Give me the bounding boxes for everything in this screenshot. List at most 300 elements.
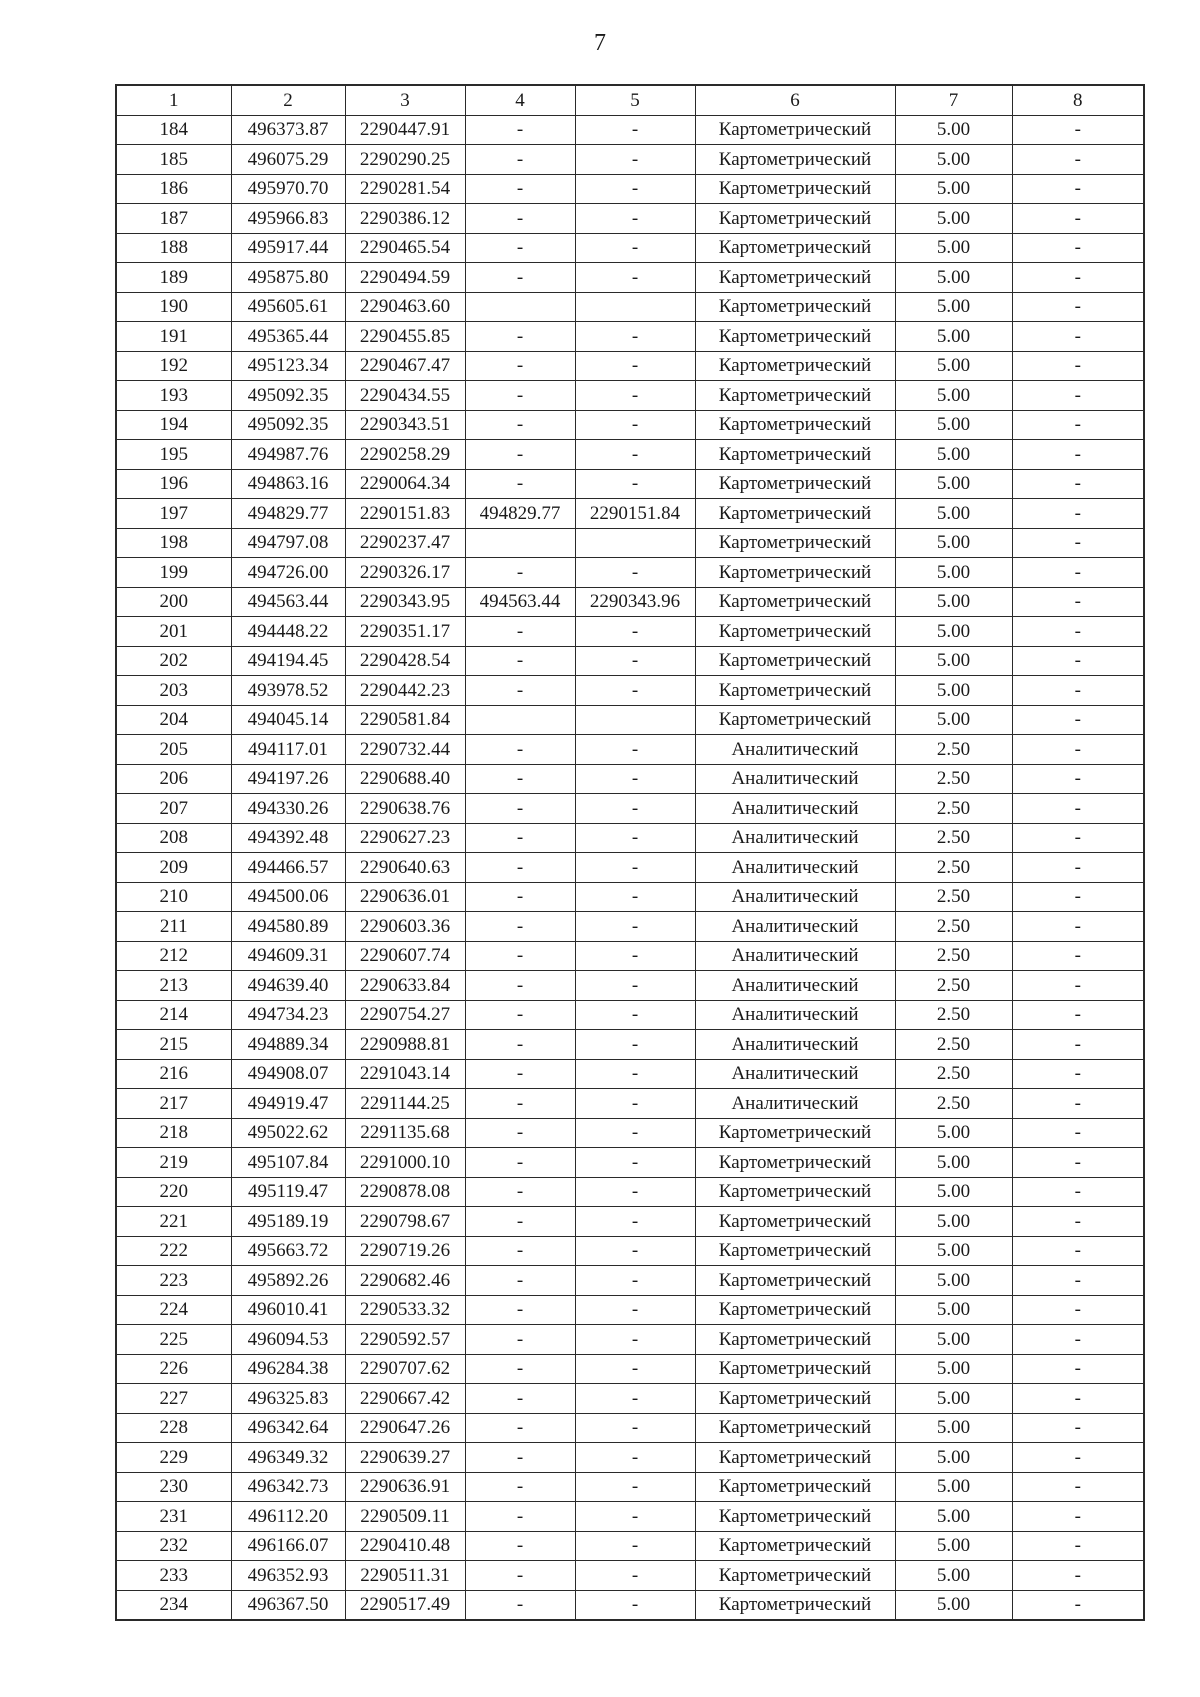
table-cell: - (465, 676, 575, 706)
column-header: 5 (575, 85, 695, 115)
table-cell: Картометрический (695, 499, 895, 529)
table-cell: - (465, 1118, 575, 1148)
table-cell: 5.00 (895, 1502, 1012, 1532)
table-cell: - (1012, 469, 1144, 499)
table-row (116, 233, 1144, 263)
table-cell: - (465, 1030, 575, 1060)
table-row (116, 263, 1144, 293)
table-cell: 2290258.29 (345, 440, 465, 470)
table-cell: 2290633.84 (345, 971, 465, 1001)
table-row (116, 528, 1144, 558)
table-cell: 215 (116, 1030, 231, 1060)
table-cell: Аналитический (695, 794, 895, 824)
table-cell: Картометрический (695, 1118, 895, 1148)
table-cell: 2.50 (895, 1000, 1012, 1030)
table-cell: 494726.00 (231, 558, 345, 588)
table-cell: 494889.34 (231, 1030, 345, 1060)
table-cell: 225 (116, 1325, 231, 1355)
table-cell: - (1012, 351, 1144, 381)
table-cell: 5.00 (895, 1384, 1012, 1414)
table-cell: 494639.40 (231, 971, 345, 1001)
table-cell: 184 (116, 115, 231, 145)
table-cell: - (465, 469, 575, 499)
table-cell: - (465, 1413, 575, 1443)
table-cell: - (1012, 1236, 1144, 1266)
table-cell: 204 (116, 705, 231, 735)
table-cell: 2290639.27 (345, 1443, 465, 1473)
table-row (116, 145, 1144, 175)
column-header: 1 (116, 85, 231, 115)
table-cell: 206 (116, 764, 231, 794)
table-cell: 217 (116, 1089, 231, 1119)
table-cell: - (1012, 1177, 1144, 1207)
table-cell: - (465, 1354, 575, 1384)
table-cell: 496342.73 (231, 1472, 345, 1502)
table-cell: - (575, 1236, 695, 1266)
table-cell: 495119.47 (231, 1177, 345, 1207)
table-cell: 495917.44 (231, 233, 345, 263)
table-cell: - (575, 1502, 695, 1532)
table-cell: Картометрический (695, 1531, 895, 1561)
table-cell: 494563.44 (231, 587, 345, 617)
table-cell: - (1012, 912, 1144, 942)
table-cell: 2290151.83 (345, 499, 465, 529)
table-cell: - (1012, 1472, 1144, 1502)
table-cell: Картометрический (695, 351, 895, 381)
table-cell: - (1012, 115, 1144, 145)
table-cell: 208 (116, 823, 231, 853)
table-cell: 2290465.54 (345, 233, 465, 263)
table-cell: - (465, 1502, 575, 1532)
table-cell: - (575, 322, 695, 352)
table-cell: 187 (116, 204, 231, 234)
table-cell: 5.00 (895, 558, 1012, 588)
table-cell: - (465, 1000, 575, 1030)
table-cell: - (1012, 853, 1144, 883)
table-cell: Аналитический (695, 912, 895, 942)
table-cell: - (465, 1325, 575, 1355)
table-cell: - (1012, 233, 1144, 263)
table-cell: - (575, 1118, 695, 1148)
table-cell: 197 (116, 499, 231, 529)
table-cell: - (575, 1030, 695, 1060)
table-cell: - (1012, 587, 1144, 617)
table-cell: - (465, 1384, 575, 1414)
table-cell: - (465, 794, 575, 824)
table-cell: 496349.32 (231, 1443, 345, 1473)
table-cell: - (1012, 1207, 1144, 1237)
table-cell: 228 (116, 1413, 231, 1443)
table-cell: - (1012, 322, 1144, 352)
table-cell: - (575, 381, 695, 411)
table-cell: 5.00 (895, 351, 1012, 381)
table-row (116, 1266, 1144, 1296)
table-cell: - (575, 145, 695, 175)
table-cell: - (465, 882, 575, 912)
table-cell: - (575, 410, 695, 440)
table-cell: 5.00 (895, 1443, 1012, 1473)
table-cell: - (1012, 1590, 1144, 1620)
table-cell: 5.00 (895, 174, 1012, 204)
table-cell: Картометрический (695, 204, 895, 234)
table-cell: - (465, 971, 575, 1001)
column-header: 3 (345, 85, 465, 115)
table-cell: 2290533.32 (345, 1295, 465, 1325)
table-cell: Картометрический (695, 1384, 895, 1414)
table-cell: 2290343.95 (345, 587, 465, 617)
table-cell: - (1012, 1502, 1144, 1532)
table-cell: Картометрический (695, 440, 895, 470)
table-cell: - (575, 440, 695, 470)
table-cell: 196 (116, 469, 231, 499)
table-cell (465, 292, 575, 322)
table-cell: 191 (116, 322, 231, 352)
table-cell: 5.00 (895, 263, 1012, 293)
table-cell: 495092.35 (231, 410, 345, 440)
table-cell: - (465, 233, 575, 263)
table-cell: 494797.08 (231, 528, 345, 558)
table-cell: - (1012, 145, 1144, 175)
table-cell: 2290494.59 (345, 263, 465, 293)
table-row (116, 351, 1144, 381)
table-row (116, 705, 1144, 735)
table-cell: 494908.07 (231, 1059, 345, 1089)
table-cell: Картометрический (695, 558, 895, 588)
table-cell: Картометрический (695, 1413, 895, 1443)
table-cell: - (465, 1059, 575, 1089)
table-cell: - (1012, 440, 1144, 470)
table-cell: - (575, 794, 695, 824)
table-cell: Аналитический (695, 941, 895, 971)
table-row (116, 617, 1144, 647)
table-cell (465, 705, 575, 735)
table-cell: 231 (116, 1502, 231, 1532)
table-cell: 2.50 (895, 882, 1012, 912)
table-cell: 2290732.44 (345, 735, 465, 765)
table-cell: Картометрический (695, 1266, 895, 1296)
table-cell: 494919.47 (231, 1089, 345, 1119)
table-cell (575, 705, 695, 735)
table-cell: 2290281.54 (345, 174, 465, 204)
table-cell: Аналитический (695, 1059, 895, 1089)
table-cell: 2290351.17 (345, 617, 465, 647)
table-cell: 2290707.62 (345, 1354, 465, 1384)
table-cell: - (1012, 1148, 1144, 1178)
table-cell: 226 (116, 1354, 231, 1384)
table-cell: 2290647.26 (345, 1413, 465, 1443)
table-cell: - (1012, 735, 1144, 765)
table-cell: 2.50 (895, 1089, 1012, 1119)
table-cell: Картометрический (695, 1354, 895, 1384)
table-cell: - (1012, 558, 1144, 588)
table-cell: 2290988.81 (345, 1030, 465, 1060)
table-cell: - (575, 174, 695, 204)
table-cell: Картометрический (695, 145, 895, 175)
table-row (116, 174, 1144, 204)
table-cell: Картометрический (695, 1177, 895, 1207)
table-cell: 2290151.84 (575, 499, 695, 529)
table-cell: - (575, 1325, 695, 1355)
table-cell: 2290326.17 (345, 558, 465, 588)
table-cell: Картометрический (695, 528, 895, 558)
table-cell: 494330.26 (231, 794, 345, 824)
table-cell: - (575, 882, 695, 912)
table-cell: - (1012, 1030, 1144, 1060)
table-cell: 5.00 (895, 617, 1012, 647)
table-cell: 2290798.67 (345, 1207, 465, 1237)
table-row (116, 941, 1144, 971)
table-cell: 199 (116, 558, 231, 588)
column-header: 4 (465, 85, 575, 115)
table-cell: Картометрический (695, 1148, 895, 1178)
table-cell: 194 (116, 410, 231, 440)
table-row (116, 1000, 1144, 1030)
table-cell: - (1012, 705, 1144, 735)
table-row (116, 912, 1144, 942)
table-cell: - (1012, 617, 1144, 647)
table-row (116, 1148, 1144, 1178)
table-row (116, 1413, 1144, 1443)
table-cell: 2.50 (895, 853, 1012, 883)
table-cell: 5.00 (895, 1354, 1012, 1384)
table-cell: Картометрический (695, 705, 895, 735)
table-cell: 232 (116, 1531, 231, 1561)
table-cell: Картометрический (695, 410, 895, 440)
table-cell: - (575, 912, 695, 942)
table-cell: - (575, 1207, 695, 1237)
table-cell: - (465, 941, 575, 971)
table-cell: 2290640.63 (345, 853, 465, 883)
table-cell: - (1012, 1384, 1144, 1414)
table-row (116, 381, 1144, 411)
table-cell: - (465, 174, 575, 204)
table-cell: - (465, 853, 575, 883)
table-cell: 214 (116, 1000, 231, 1030)
table-row (116, 292, 1144, 322)
table-cell: 494392.48 (231, 823, 345, 853)
table-cell: - (575, 676, 695, 706)
table-cell: 218 (116, 1118, 231, 1148)
column-header: 6 (695, 85, 895, 115)
table-cell: 212 (116, 941, 231, 971)
table-cell: 224 (116, 1295, 231, 1325)
table-cell: 494466.57 (231, 853, 345, 883)
table-cell: 5.00 (895, 1590, 1012, 1620)
table-cell: 495189.19 (231, 1207, 345, 1237)
table-cell: - (1012, 1561, 1144, 1591)
table-cell: 211 (116, 912, 231, 942)
table-cell: - (575, 1590, 695, 1620)
table-row (116, 1177, 1144, 1207)
table-row (116, 558, 1144, 588)
table-cell: 495365.44 (231, 322, 345, 352)
table-cell: 2.50 (895, 823, 1012, 853)
table-cell: 2.50 (895, 941, 1012, 971)
table-cell: 494045.14 (231, 705, 345, 735)
table-cell: - (575, 1561, 695, 1591)
table-cell: 2290878.08 (345, 1177, 465, 1207)
table-cell: Картометрический (695, 1325, 895, 1355)
table-cell: Аналитический (695, 764, 895, 794)
table-cell: 2290428.54 (345, 646, 465, 676)
table-cell: - (465, 115, 575, 145)
table-row (116, 1590, 1144, 1620)
table-cell: - (465, 912, 575, 942)
table-row (116, 322, 1144, 352)
table-cell: - (575, 1266, 695, 1296)
table-cell: 495970.70 (231, 174, 345, 204)
table-cell: - (575, 1059, 695, 1089)
table-cell: 496342.64 (231, 1413, 345, 1443)
table-cell: Аналитический (695, 971, 895, 1001)
table-cell: 188 (116, 233, 231, 263)
table-cell: 213 (116, 971, 231, 1001)
table-cell: 494117.01 (231, 735, 345, 765)
table-row (116, 823, 1144, 853)
table-cell: - (465, 1089, 575, 1119)
table-cell: 5.00 (895, 1295, 1012, 1325)
table-cell: - (1012, 1354, 1144, 1384)
table-cell: Картометрический (695, 115, 895, 145)
table-cell: 2290754.27 (345, 1000, 465, 1030)
table-cell: 5.00 (895, 1118, 1012, 1148)
table-cell: - (1012, 1266, 1144, 1296)
table-row (116, 587, 1144, 617)
table-cell: 2290290.25 (345, 145, 465, 175)
table-cell: 198 (116, 528, 231, 558)
table-cell: - (575, 764, 695, 794)
table-cell: 495875.80 (231, 263, 345, 293)
table-row (116, 1561, 1144, 1591)
coordinates-table (115, 84, 1145, 1621)
table-row (116, 794, 1144, 824)
table-cell: Аналитический (695, 1030, 895, 1060)
table-cell: - (465, 735, 575, 765)
table-cell: - (1012, 1443, 1144, 1473)
table-cell: 2290667.42 (345, 1384, 465, 1414)
table-cell (465, 528, 575, 558)
table-cell: 2291000.10 (345, 1148, 465, 1178)
table-cell: 494609.31 (231, 941, 345, 971)
page-number: 7 (594, 30, 606, 56)
table-cell: Картометрический (695, 263, 895, 293)
table-row (116, 1089, 1144, 1119)
table-cell: Картометрический (695, 1472, 895, 1502)
table-cell: - (465, 558, 575, 588)
table-cell: - (1012, 1295, 1144, 1325)
table-cell: 496010.41 (231, 1295, 345, 1325)
table-row (116, 1059, 1144, 1089)
table-cell: - (575, 1531, 695, 1561)
table-cell: - (465, 1177, 575, 1207)
table-cell: Картометрический (695, 174, 895, 204)
column-header: 7 (895, 85, 1012, 115)
table-cell: 186 (116, 174, 231, 204)
table-cell: 494863.16 (231, 469, 345, 499)
table-cell: - (1012, 1413, 1144, 1443)
table-cell: 5.00 (895, 233, 1012, 263)
table-cell: - (575, 1000, 695, 1030)
table-cell: 496325.83 (231, 1384, 345, 1414)
table-cell: 494580.89 (231, 912, 345, 942)
table-header-row (116, 85, 1144, 115)
table-cell: Картометрический (695, 617, 895, 647)
table-cell: 234 (116, 1590, 231, 1620)
table-cell: Картометрический (695, 469, 895, 499)
table-cell: - (575, 1472, 695, 1502)
table-cell: - (575, 941, 695, 971)
table-cell: Картометрический (695, 587, 895, 617)
table-cell: 221 (116, 1207, 231, 1237)
table-cell: - (1012, 941, 1144, 971)
table-cell: - (575, 853, 695, 883)
table-cell: 216 (116, 1059, 231, 1089)
table-cell: - (1012, 971, 1144, 1001)
table-cell: 495022.62 (231, 1118, 345, 1148)
table-cell: Картометрический (695, 381, 895, 411)
table-row (116, 410, 1144, 440)
table-cell: - (1012, 1089, 1144, 1119)
table-row (116, 204, 1144, 234)
table-cell: Картометрический (695, 292, 895, 322)
table-cell: 2290638.76 (345, 794, 465, 824)
table-cell: 2290581.84 (345, 705, 465, 735)
table-cell: 2290434.55 (345, 381, 465, 411)
table-cell: Аналитический (695, 735, 895, 765)
table-cell: - (465, 440, 575, 470)
table-cell: - (1012, 676, 1144, 706)
table-cell (575, 528, 695, 558)
table-cell: 496373.87 (231, 115, 345, 145)
table-cell: 5.00 (895, 1148, 1012, 1178)
table-cell: 2291144.25 (345, 1089, 465, 1119)
table-cell: - (465, 145, 575, 175)
table-cell: 5.00 (895, 410, 1012, 440)
table-cell: 2290511.31 (345, 1561, 465, 1591)
table-cell: 494197.26 (231, 764, 345, 794)
table-cell: Аналитический (695, 853, 895, 883)
table-cell: - (465, 1561, 575, 1591)
table-cell: 2290455.85 (345, 322, 465, 352)
table-row (116, 676, 1144, 706)
table-cell: - (1012, 823, 1144, 853)
table-cell: Картометрический (695, 1207, 895, 1237)
table-cell: 5.00 (895, 204, 1012, 234)
table-cell: 5.00 (895, 528, 1012, 558)
table-cell: 2290517.49 (345, 1590, 465, 1620)
table-cell: - (465, 1148, 575, 1178)
table-cell: - (575, 617, 695, 647)
table-cell: 233 (116, 1561, 231, 1591)
table-cell: - (575, 823, 695, 853)
table-cell: 494829.77 (465, 499, 575, 529)
table-cell: - (465, 351, 575, 381)
table-row (116, 440, 1144, 470)
table-cell: 5.00 (895, 322, 1012, 352)
table-cell: 5.00 (895, 1325, 1012, 1355)
table-cell: 190 (116, 292, 231, 322)
table-cell: 219 (116, 1148, 231, 1178)
table-cell: 495663.72 (231, 1236, 345, 1266)
table-cell: 495107.84 (231, 1148, 345, 1178)
table-cell: 494829.77 (231, 499, 345, 529)
table-cell: 201 (116, 617, 231, 647)
table-row (116, 1325, 1144, 1355)
table-cell: 496352.93 (231, 1561, 345, 1591)
table-cell: 496094.53 (231, 1325, 345, 1355)
table-cell: - (575, 646, 695, 676)
table-cell: - (1012, 174, 1144, 204)
